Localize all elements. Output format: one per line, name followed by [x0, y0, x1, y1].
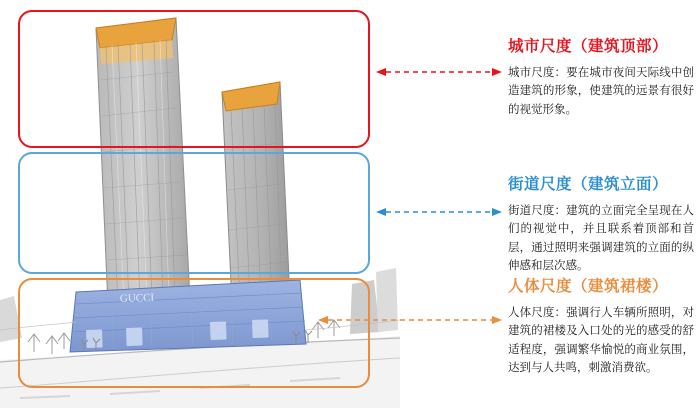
panel-city-scale-title: 城市尺度（建筑顶部）	[508, 38, 669, 55]
panel-street-scale-body: 街道尺度：建筑的立面完全呈现在人们的视觉中，并且联系着顶部和首层，通过照明来强调建筑的立面的纵伸感和层次感。	[508, 204, 694, 273]
zone-box-city-scale	[18, 10, 370, 148]
panel-street-scale-title: 街道尺度（建筑立面）	[508, 176, 669, 193]
panel-street-scale	[508, 176, 694, 276]
podium-signage-text: GUCCI	[119, 291, 155, 305]
connector-arrow-street-scale	[376, 206, 502, 218]
panel-city-scale-body: 城市尺度：要在城市夜间天际线中创造建筑的形象，使建筑的远景有很好的视觉形象。	[508, 66, 694, 116]
connector-arrow-city-scale	[376, 66, 502, 78]
panel-human-scale	[508, 278, 694, 378]
zone-box-street-scale	[18, 152, 370, 274]
panel-city-scale	[508, 38, 694, 119]
connector-arrow-human-scale	[318, 314, 502, 326]
panel-human-scale-body: 人体尺度：强调行人车辆所照明，对建筑的裙楼及入口处的光的感受的舒适程度，强调繁华愉悦的商业氛围，达到与人共鸣，刺激消费欲。	[508, 306, 694, 375]
panel-human-scale-title: 人体尺度（建筑裙楼）	[508, 278, 669, 295]
zone-box-human-scale	[18, 278, 370, 388]
